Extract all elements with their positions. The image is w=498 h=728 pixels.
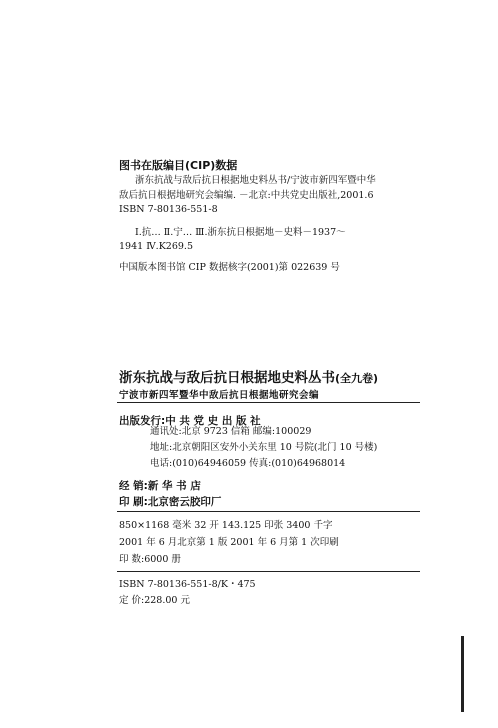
scan-edge-line [461,636,464,712]
distributor-name: 新 华 书 店 [147,480,201,492]
series-volumes: (全九卷) [335,372,379,385]
spec-copies: 印 数:6000 册 [119,554,181,565]
divider-middle [117,511,420,512]
spec-edition: 2001 年 6 月北京第 1 版 2001 年 6 月第 1 次印刷 [119,537,339,548]
printer-row [119,490,221,509]
spec-format: 850×1168 毫米 32 开 143.125 印张 3400 千字 [119,520,333,531]
publisher-address: 地址:北京朝阳区安外小关东里 10 号院(北门 10 号楼) [150,442,378,453]
publisher-phone: 电话:(010)64946059 传真:(010)64968014 [150,458,346,469]
cip-line-5: 1941 Ⅳ.K269.5 [119,241,194,252]
cip-line-3: ISBN 7-80136-551-8 [119,204,218,215]
printer-name: 北京密云胶印厂 [147,496,222,508]
publisher-label: 出版发行: [119,415,166,427]
divider-bottom [117,571,420,572]
cip-line-2: 敌后抗日根据地研究会编编. －北京:中共党史出版社,2001.6 [119,190,374,201]
cip-line-4: Ⅰ.抗… Ⅱ.宁… Ⅲ.浙东抗日根据地－史料－1937～ [135,227,346,238]
series-title [119,366,378,386]
publisher-name: 中 共 党 史 出 版 社 [165,415,261,427]
distributor-label: 经 销: [119,480,148,492]
series-title-text: 浙东抗战与敌后抗日根据地史料丛书 [119,370,335,386]
isbn-number: ISBN 7-80136-551-8/K・475 [119,579,256,590]
price: 定 价:228.00 元 [119,595,190,606]
printer-label: 印 刷: [119,496,148,508]
cip-line-6: 中国版本图书馆 CIP 数据核字(2001)第 022639 号 [119,262,340,273]
divider-top [117,402,420,403]
series-editor: 宁波市新四军暨华中敌后抗日根据地研究会编 [119,390,320,401]
cip-line-1: 浙东抗战与敌后抗日根据地史料丛书/宁波市新四军暨中华 [135,175,376,186]
publisher-mail: 通讯处:北京 9723 信箱 邮编:100029 [150,426,312,437]
cip-heading: 图书在版编目(CIP)数据 [119,159,238,172]
